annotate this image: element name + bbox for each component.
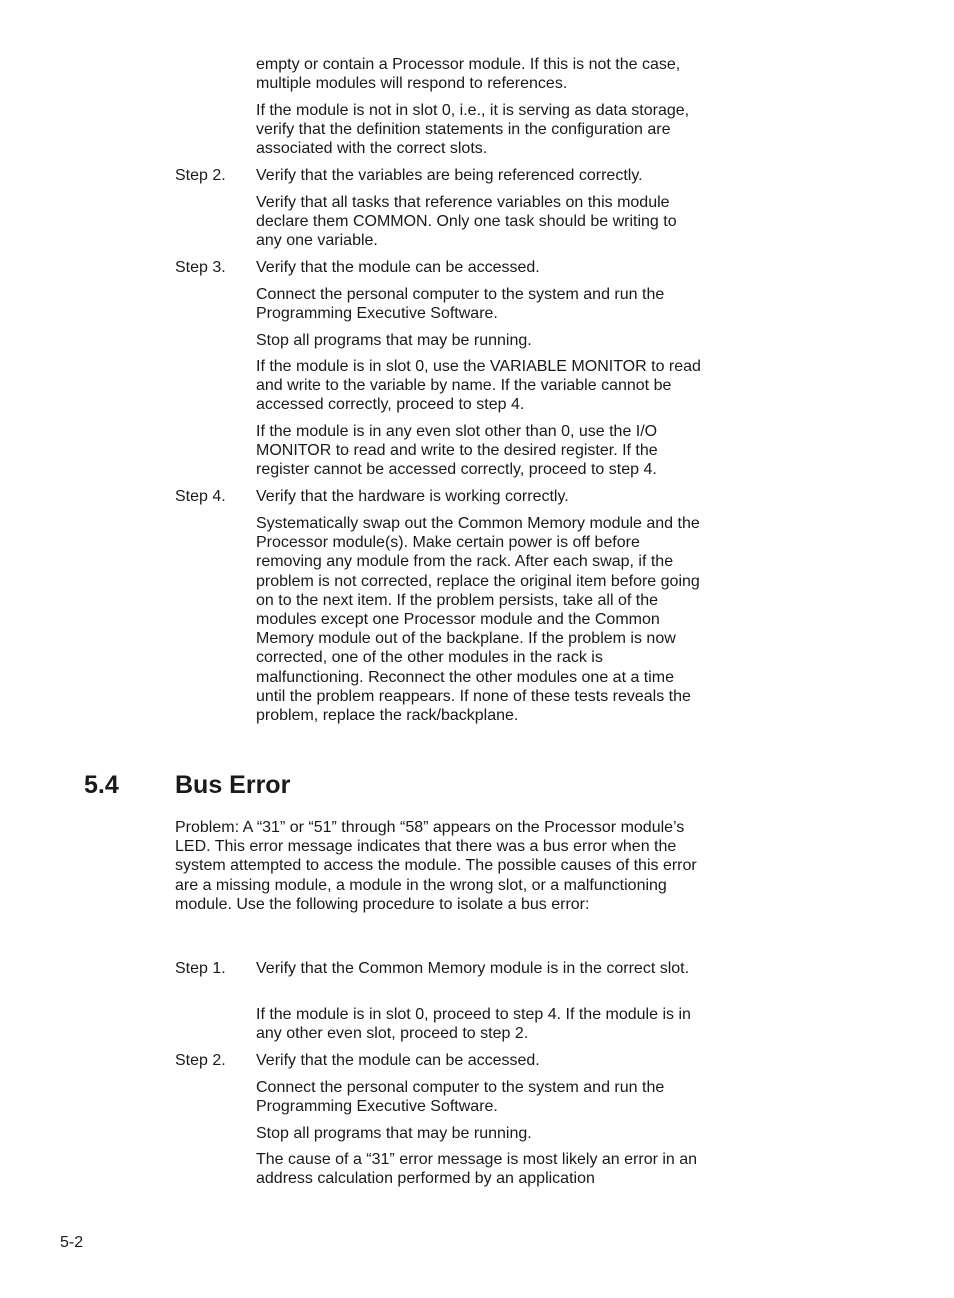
step-text: Verify that the module can be accessed. — [256, 259, 540, 276]
paragraph-io-monitor: If the module is in any even slot other than 0, use the I/O MONITOR to read and write to the desired register. If the register cannot be accessed correctly, proceed to step 4. — [256, 423, 658, 479]
paragraph-common-declare: Verify that all tasks that reference variables on this module declare them COMMON. Only one task should be writing to any one variable. — [256, 194, 677, 250]
paragraph-connect-pc: Connect the personal computer to the system and run the Programming Executive Software. — [256, 286, 665, 323]
paragraph-stop-programs: Stop all programs that may be running. — [256, 1125, 532, 1142]
section-number: 5.4 — [84, 771, 119, 799]
paragraph-connect-pc: Connect the personal computer to the system and run the Programming Executive Software. — [256, 1079, 665, 1116]
step-label: Step 4. — [175, 488, 226, 505]
paragraph-error-cause: The cause of a “31” error message is most likely an error in an address calculation performed by an application — [256, 1151, 698, 1188]
step-text: Verify that the module can be accessed. — [256, 1052, 540, 1069]
step-text: Verify that the variables are being referenced correctly. — [256, 167, 643, 184]
paragraph-processor-slot: empty or contain a Processor module. If this is not the case, multiple modules will respond to references. — [256, 56, 681, 93]
paragraph-data-storage: If the module is not in slot 0, i.e., it is serving as data storage, verify that the definition statements in the configuration are associated with the correct slots. — [256, 102, 690, 158]
paragraph-swap-modules: Systematically swap out the Common Memory module and the Processor module(s). Make certain power is off before removing any module from the rack. After each swap, if the problem is not corrected, replace the original item before going on to the next item. If the problem persists, take all of the modules except one Processor module and the Common Memory module out of the backplane. If the problem is now corrected, one of the other modules in the rack is malfunctioning. Reconnect the other modules one at a time until the problem reappears. If none of these tests reveals the problem, replace the rack/backplane. — [256, 515, 700, 725]
page-number: 5-2 — [60, 1234, 84, 1251]
step-label: Step 1. — [175, 960, 226, 977]
paragraph-variable-monitor: If the module is in slot 0, use the VARIABLE MONITOR to read and write to the variable by name. If the variable cannot be accessed correctly, proceed to step 4. — [256, 358, 701, 414]
step-label: Step 2. — [175, 167, 226, 184]
step-label: Step 3. — [175, 259, 226, 276]
paragraph-stop-programs: Stop all programs that may be running. — [256, 332, 532, 349]
section-title: Bus Error — [175, 771, 291, 799]
paragraph-slot-check: If the module is in slot 0, proceed to step 4. If the module is in any other even slot, proceed to step 2. — [256, 1006, 691, 1043]
section-intro: Problem: A “31” or “51” through “58” appears on the Processor module’s LED. This error message indicates that there was a bus error when the system attempted to access the module. The possible causes of this error are a missing module, a module in the wrong slot, or a malfunctioning module. Use the following procedure to isolate a bus error: — [175, 819, 697, 913]
step-text: Verify that the hardware is working correctly. — [256, 488, 569, 505]
step-label: Step 2. — [175, 1052, 226, 1069]
step-text: Verify that the Common Memory module is in the correct slot. — [256, 960, 690, 977]
